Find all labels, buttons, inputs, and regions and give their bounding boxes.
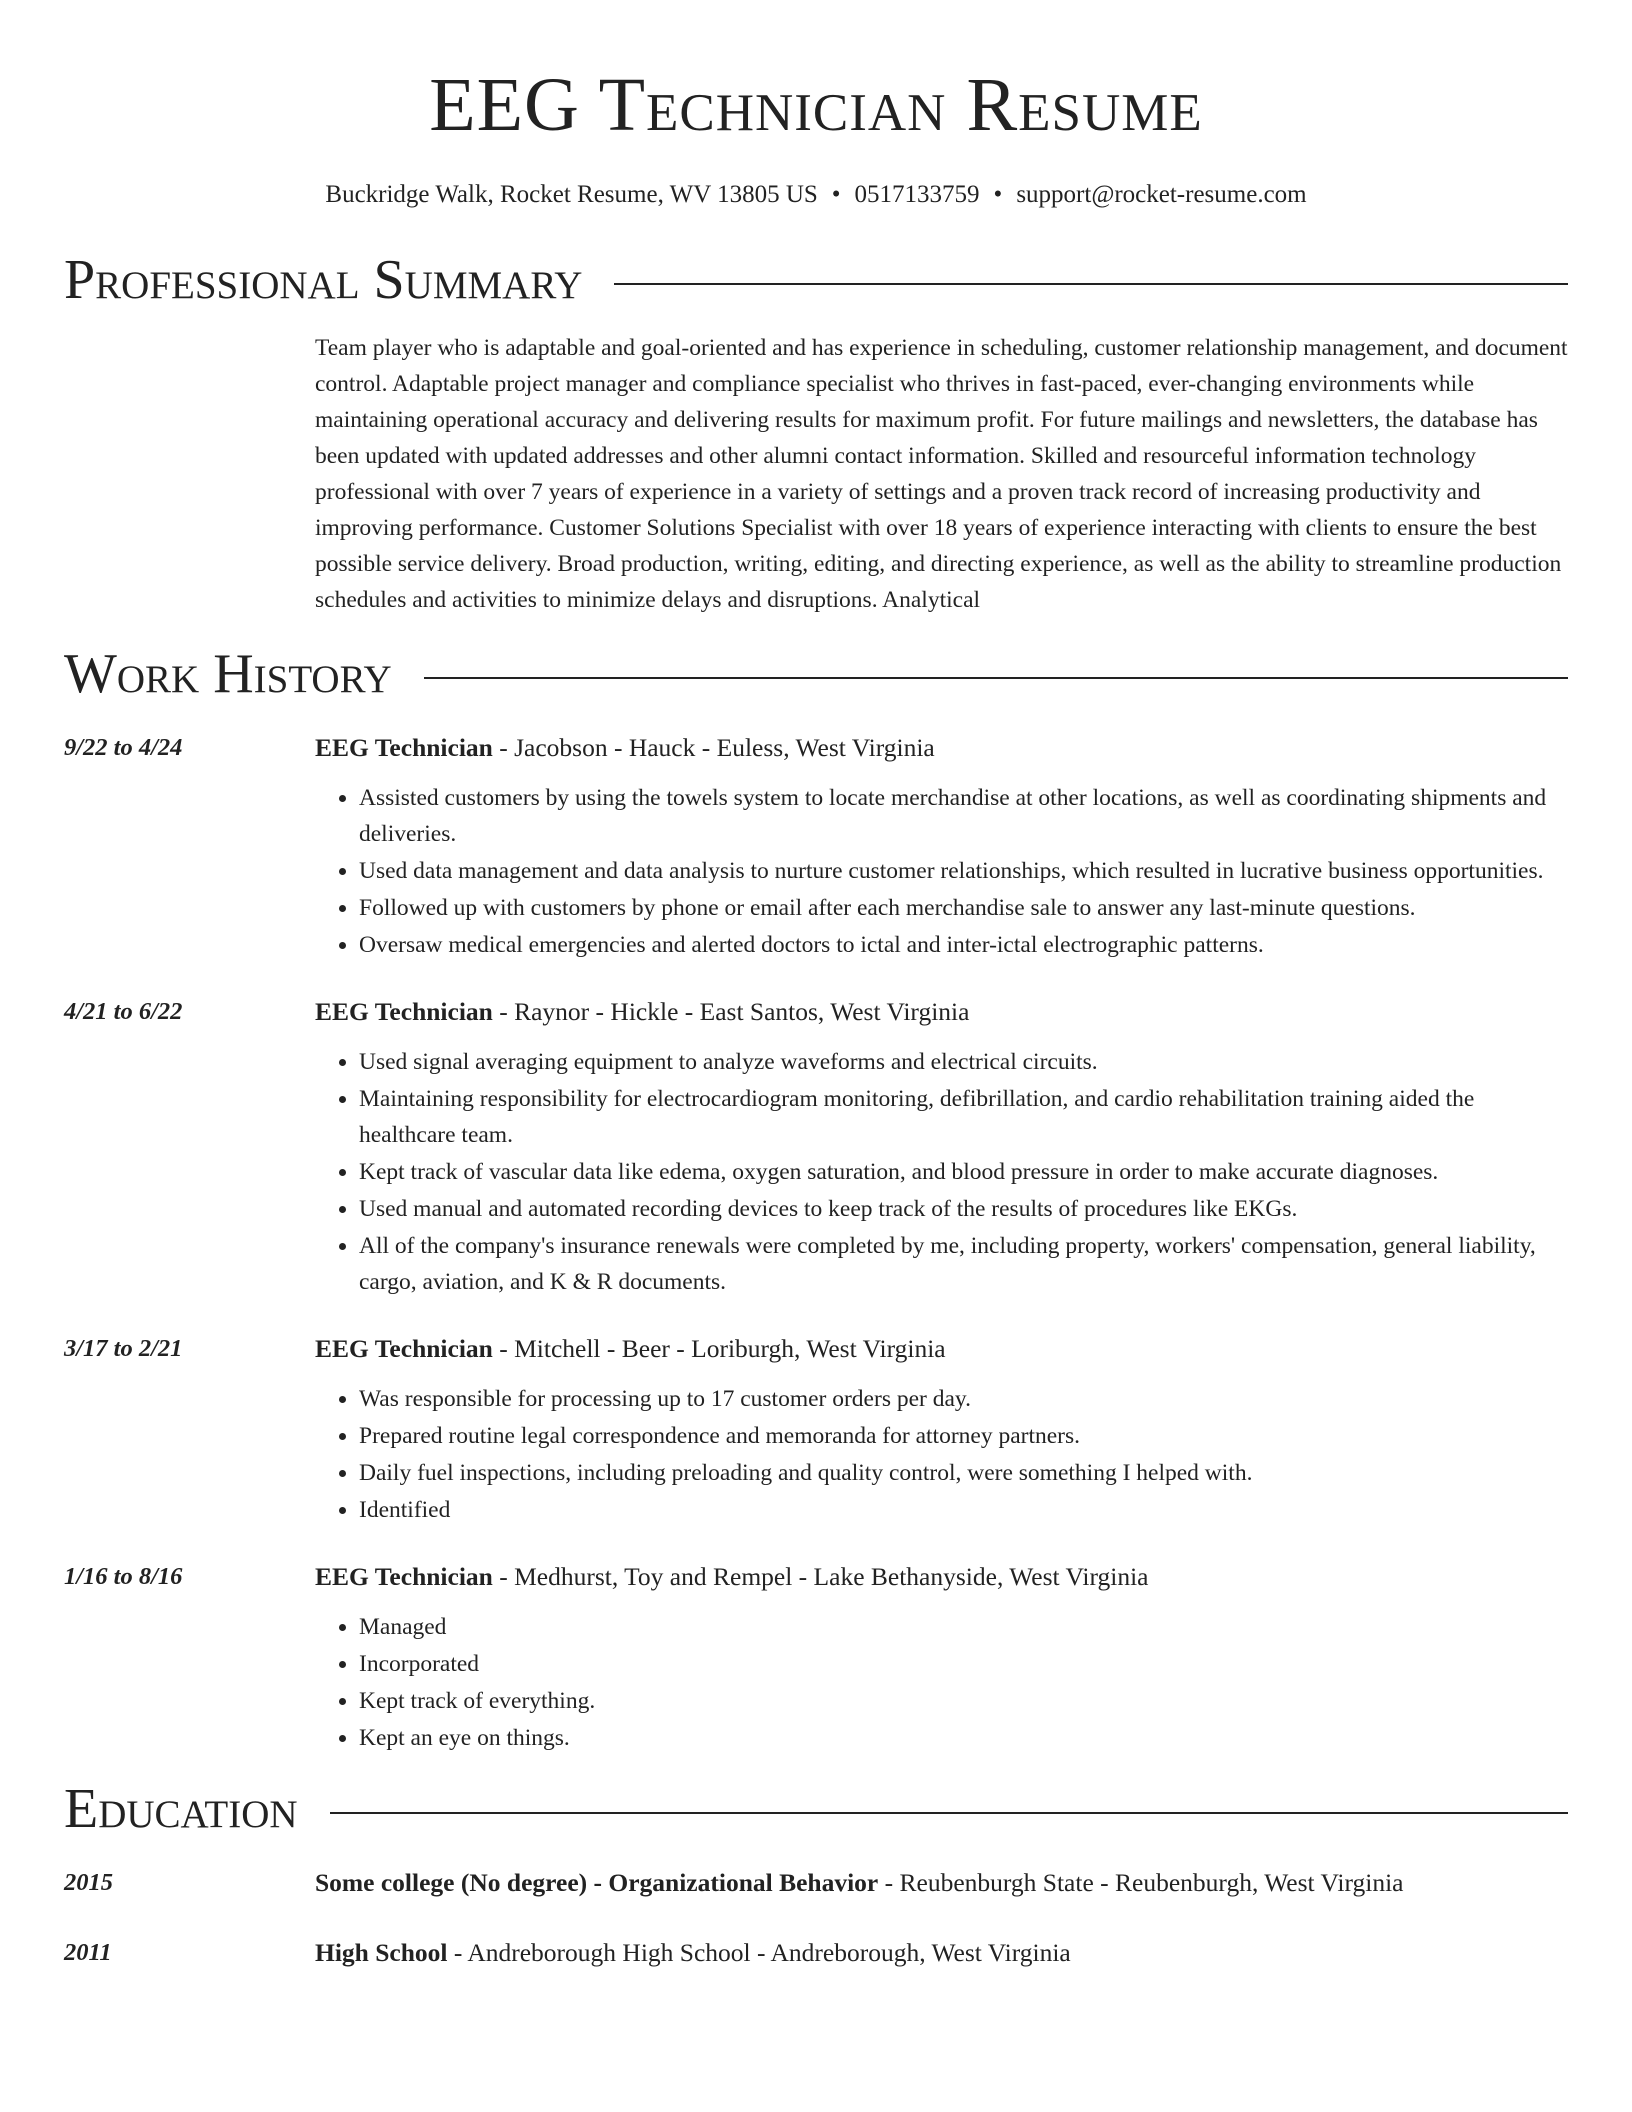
resume-page — [64, 0, 1568, 1971]
job-body — [315, 994, 1568, 1301]
job-title: EEG Technician — [315, 733, 493, 762]
section-header-education — [64, 1779, 1568, 1839]
section-title-work: Work History — [64, 643, 392, 705]
contact-separator: • — [831, 181, 841, 208]
job-dates: 4/21 to 6/22 — [64, 998, 183, 1025]
education-year: 2015 — [64, 1869, 113, 1896]
job-employer-location: - Mitchell - Beer - Loriburgh, West Virginia — [492, 1334, 946, 1363]
contact-separator: • — [993, 181, 1003, 208]
education-degree: High School — [315, 1938, 448, 1967]
job-employer-location: - Jacobson - Hauck - Euless, West Virginia — [492, 733, 935, 762]
job-employer-location: - Medhurst, Toy and Rempel - Lake Bethanyside, West Virginia — [492, 1562, 1149, 1591]
job-heading — [315, 994, 1568, 1030]
list-item: • Was responsible for processing up to 17 customer orders per day. — [359, 1381, 1568, 1417]
list-item: • Assisted customers by using the towels system to locate merchandise at other locations, as well as coordinating shipments and deliveries. — [359, 780, 1568, 852]
education-school: - Reubenburgh State - Reubenburgh, West Virginia — [878, 1868, 1404, 1897]
list-item: • Maintaining responsibility for electrocardiogram monitoring, defibrillation, and cardio rehabilitation training aided the healthcare team. — [359, 1081, 1568, 1153]
list-item: • Incorporated — [359, 1646, 1568, 1682]
education-degree: Some college (No degree) - Organizational Behavior — [315, 1868, 879, 1897]
section-divider — [614, 283, 1568, 285]
job-entry — [64, 1331, 1568, 1529]
section-divider — [330, 1812, 1568, 1814]
education-school: - Andreborough High School - Andreborough, West Virginia — [447, 1938, 1071, 1967]
job-dates: 3/17 to 2/21 — [64, 1335, 183, 1362]
job-body — [315, 1559, 1568, 1757]
job-body — [315, 730, 1568, 964]
section-title-education: Education — [64, 1778, 298, 1840]
list-item: • Prepared routine legal correspondence and memoranda for attorney partners. — [359, 1418, 1568, 1454]
section-divider — [424, 677, 1568, 679]
resume-title: EEG Technician Resume — [429, 63, 1203, 147]
education-details — [315, 1865, 1568, 1901]
job-title: EEG Technician — [315, 1562, 493, 1591]
job-title: EEG Technician — [315, 997, 493, 1026]
job-body — [315, 1331, 1568, 1529]
job-employer-location: - Raynor - Hickle - East Santos, West Virginia — [492, 997, 970, 1026]
list-item: • Oversaw medical emergencies and alerted doctors to ictal and inter-ictal electrographic patterns. — [359, 927, 1568, 963]
contact-phone: 0517133759 — [854, 181, 980, 208]
summary-text: Team player who is adaptable and goal-oriented and has experience in scheduling, customer relationship management, and document control. Adaptable project manager and compliance specialist who thrives in fast-paced, ever-changing environments while maintaining operational accuracy and delivering results for maximum profit. For future mailings and newsletters, the database has been updated with updated addresses and other alumni contact information. Skilled and resourceful information technology professional with over 7 years of experience in a variety of settings and a proven track record of increasing productivity and improving performance. Customer Solutions Specialist with over 18 years of experience interacting with clients to ensure the best possible service delivery. Broad production, writing, editing, and directing experience, as well as the ability to streamline production schedules and activities to minimize delays and disruptions. Analytical — [315, 335, 1568, 613]
education-entry — [64, 1865, 1568, 1901]
contact-email: support@rocket-resume.com — [1016, 181, 1307, 208]
job-entry — [64, 730, 1568, 964]
list-item: • All of the company's insurance renewals were completed by me, including property, workers' compensation, general liability, cargo, aviation, and K & R documents. — [359, 1228, 1568, 1300]
job-bullets — [315, 780, 1568, 963]
list-item: • Kept track of vascular data like edema, oxygen saturation, and blood pressure in order to make accurate diagnoses. — [359, 1154, 1568, 1190]
job-heading — [315, 1331, 1568, 1367]
job-title: EEG Technician — [315, 1334, 493, 1363]
list-item: • Daily fuel inspections, including preloading and quality control, were something I helped with. — [359, 1455, 1568, 1491]
education-year: 2011 — [64, 1939, 112, 1966]
list-item: • Used data management and data analysis to nurture customer relationships, which resulted in lucrative business opportunities. — [359, 853, 1568, 889]
contact-line — [64, 180, 1568, 210]
section-header-work — [64, 644, 1568, 704]
list-item: • Kept track of everything. — [359, 1683, 1568, 1719]
job-bullets — [315, 1609, 1568, 1756]
list-item: • Used signal averaging equipment to analyze waveforms and electrical circuits. — [359, 1044, 1568, 1080]
contact-address: Buckridge Walk, Rocket Resume, WV 13805 US — [325, 181, 818, 208]
job-entry — [64, 1559, 1568, 1757]
section-header-summary — [64, 250, 1568, 310]
education-entry — [64, 1935, 1568, 1971]
education-details — [315, 1935, 1568, 1971]
job-bullets — [315, 1381, 1568, 1528]
list-item: • Followed up with customers by phone or email after each merchandise sale to answer any last-minute questions. — [359, 890, 1568, 926]
job-heading — [315, 730, 1568, 766]
list-item: • Used manual and automated recording devices to keep track of the results of procedures like EKGs. — [359, 1191, 1568, 1227]
education-list — [64, 1865, 1568, 1971]
job-list — [64, 730, 1568, 1757]
list-item: • Managed — [359, 1609, 1568, 1645]
job-entry — [64, 994, 1568, 1301]
job-bullets — [315, 1044, 1568, 1300]
job-dates: 1/16 to 8/16 — [64, 1563, 183, 1590]
job-heading — [315, 1559, 1568, 1595]
list-item: • Kept an eye on things. — [359, 1720, 1568, 1756]
list-item: • Identified — [359, 1492, 1568, 1528]
section-title-summary: Professional Summary — [64, 249, 583, 311]
job-dates: 9/22 to 4/24 — [64, 734, 183, 761]
